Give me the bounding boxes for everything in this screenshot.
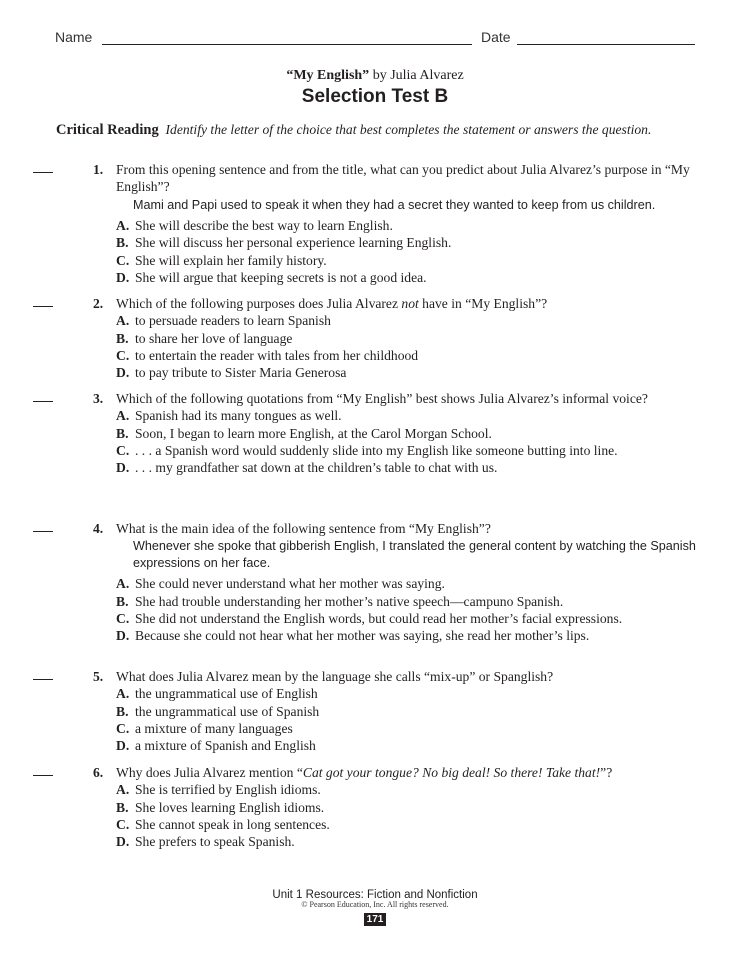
option-letter: D.	[116, 269, 130, 285]
option-letter: A.	[116, 686, 130, 702]
option-text: She had trouble understanding her mother’s native speech—campuno Spanish.	[135, 593, 564, 609]
name-label: Name	[55, 29, 93, 45]
question-number: 4.	[93, 521, 104, 536]
option-text: to entertain the reader with tales from her childhood	[135, 347, 419, 363]
option-b	[116, 234, 706, 251]
option-text: She loves learning English idioms.	[135, 799, 325, 815]
option-letter: D.	[116, 460, 130, 476]
date-label: Date	[481, 29, 511, 45]
option-text: She will explain her family history.	[135, 252, 327, 268]
option-c	[116, 720, 706, 737]
option-c	[116, 252, 706, 269]
option-text: Soon, I began to learn more English, at the Carol Morgan School.	[135, 425, 492, 441]
answer-options	[116, 781, 706, 850]
option-a	[116, 217, 706, 234]
option-text: a mixture of Spanish and English	[135, 738, 316, 754]
option-letter: B.	[116, 593, 129, 609]
option-c	[116, 816, 706, 833]
option-text: She will argue that keeping secrets is not a good idea.	[135, 269, 427, 285]
student-info-row	[55, 29, 695, 49]
question-5	[0, 668, 750, 754]
author-byline: by Julia Alvarez	[369, 68, 464, 83]
question-2	[0, 295, 750, 381]
option-a	[116, 407, 706, 424]
option-text: . . . a Spanish word would suddenly slide into my English like someone butting into line.	[135, 442, 618, 458]
option-d	[116, 459, 706, 476]
question-6	[0, 764, 750, 850]
question-excerpt: Mami and Papi used to speak it when they had a secret they wanted to keep from us children.	[133, 197, 656, 212]
question-number: 5.	[93, 669, 104, 684]
title-block	[0, 68, 750, 108]
answer-blank[interactable]	[33, 172, 53, 173]
answer-options	[116, 575, 706, 644]
option-a	[116, 781, 706, 798]
question-number: 1.	[93, 162, 104, 177]
option-text: She cannot speak in long sentences.	[135, 816, 330, 832]
question-excerpt: Whenever she spoke that gibberish English, I translated the general content by watching the Spanish expressions on her face.	[133, 539, 696, 570]
question-stem: From this opening sentence and from the title, what can you predict about Julia Alvarez’s purpose in “My English”?	[116, 162, 690, 195]
answer-options	[116, 407, 706, 476]
page-title: Selection Test B	[301, 86, 449, 107]
option-text: the ungrammatical use of Spanish	[135, 703, 320, 719]
option-letter: B.	[116, 235, 129, 251]
option-c	[116, 347, 706, 364]
option-letter: C.	[116, 252, 130, 268]
option-d	[116, 364, 706, 381]
option-letter: A.	[116, 313, 130, 329]
option-c	[116, 610, 706, 627]
option-d	[116, 737, 706, 754]
stem-text: Why does Julia Alvarez mention “	[116, 765, 303, 780]
option-text: She will describe the best way to learn English.	[135, 218, 393, 234]
option-d	[116, 833, 706, 850]
option-letter: A.	[116, 782, 130, 798]
option-b	[116, 593, 706, 610]
option-letter: A.	[116, 408, 130, 424]
option-letter: C.	[116, 442, 130, 458]
stem-text: have in “My English”?	[418, 296, 548, 311]
question-4	[0, 520, 750, 644]
answer-options	[116, 312, 706, 381]
name-field[interactable]	[102, 44, 472, 45]
option-letter: D.	[116, 834, 130, 850]
option-text: She prefers to speak Spanish.	[135, 834, 295, 850]
option-letter: A.	[116, 218, 130, 234]
question-number: 6.	[93, 765, 104, 780]
date-field[interactable]	[517, 44, 695, 45]
stem-text: Which of the following purposes does Julia Alvarez	[116, 296, 402, 311]
answer-blank[interactable]	[33, 679, 53, 680]
question-stem	[116, 764, 706, 781]
answer-options	[116, 217, 706, 286]
option-text: to pay tribute to Sister Maria Generosa	[135, 365, 347, 381]
stem-text: ”?	[600, 765, 613, 780]
option-letter: D.	[116, 365, 130, 381]
answer-blank[interactable]	[33, 775, 53, 776]
answer-options	[116, 685, 706, 754]
option-text: . . . my grandfather sat down at the children’s table to chat with us.	[135, 460, 498, 476]
question-stem	[116, 295, 706, 312]
selection-byline	[0, 68, 750, 84]
option-a	[116, 312, 706, 329]
option-text: the ungrammatical use of English	[135, 686, 318, 702]
stem-emphasis: Cat got your tongue? No big deal! So there! Take that!	[302, 765, 601, 780]
option-text: She did not understand the English words, but could read her mother’s facial expressions.	[135, 610, 623, 626]
option-a	[116, 575, 706, 592]
option-c	[116, 442, 706, 459]
footer-title: Unit 1 Resources: Fiction and Nonfiction	[272, 889, 478, 901]
option-letter: B.	[116, 703, 129, 719]
question-stem: Which of the following quotations from “My English” best shows Julia Alvarez’s informal voice?	[116, 391, 648, 406]
question-number: 3.	[93, 391, 104, 406]
option-letter: C.	[116, 347, 130, 363]
option-b	[116, 799, 706, 816]
option-b	[116, 703, 706, 720]
instructions-text: Identify the letter of the choice that best completes the statement or answers the question.	[165, 122, 652, 137]
answer-blank[interactable]	[33, 306, 53, 307]
copyright-notice: © Pearson Education, Inc. All rights reserved.	[301, 900, 449, 909]
question-stem: What does Julia Alvarez mean by the language she calls “mix-up” or Spanglish?	[116, 669, 554, 684]
option-letter: B.	[116, 330, 129, 346]
option-text: She will discuss her personal experience learning English.	[135, 235, 452, 251]
page-footer	[0, 889, 750, 927]
option-text: to share her love of language	[135, 330, 293, 346]
option-b	[116, 425, 706, 442]
option-letter: D.	[116, 738, 130, 754]
option-text: to persuade readers to learn Spanish	[135, 313, 331, 329]
option-text: She is terrified by English idioms.	[135, 782, 321, 798]
answer-blank[interactable]	[33, 531, 53, 532]
question-3	[0, 390, 750, 476]
page-number-badge: 171	[364, 913, 387, 926]
option-letter: C.	[116, 720, 130, 736]
section-heading: Critical Reading	[56, 122, 159, 138]
option-letter: C.	[116, 816, 130, 832]
question-stem: What is the main idea of the following sentence from “My English”?	[116, 521, 491, 536]
stem-emphasis: not	[401, 296, 419, 311]
answer-blank[interactable]	[33, 401, 53, 402]
option-text: Spanish had its many tongues as well.	[135, 408, 342, 424]
option-text: She could never understand what her mother was saying.	[135, 576, 445, 592]
option-letter: B.	[116, 799, 129, 815]
question-number: 2.	[93, 296, 104, 311]
option-letter: D.	[116, 628, 130, 644]
option-text: a mixture of many languages	[135, 720, 293, 736]
option-b	[116, 330, 706, 347]
option-d	[116, 627, 706, 644]
option-a	[116, 685, 706, 702]
option-letter: A.	[116, 576, 130, 592]
question-1	[0, 161, 750, 286]
option-d	[116, 269, 706, 286]
option-letter: C.	[116, 610, 130, 626]
selection-title: “My English”	[286, 68, 370, 83]
option-text: Because she could not hear what her mother was saying, she read her mother’s lips.	[135, 628, 590, 644]
instructions	[56, 121, 706, 139]
option-letter: B.	[116, 425, 129, 441]
